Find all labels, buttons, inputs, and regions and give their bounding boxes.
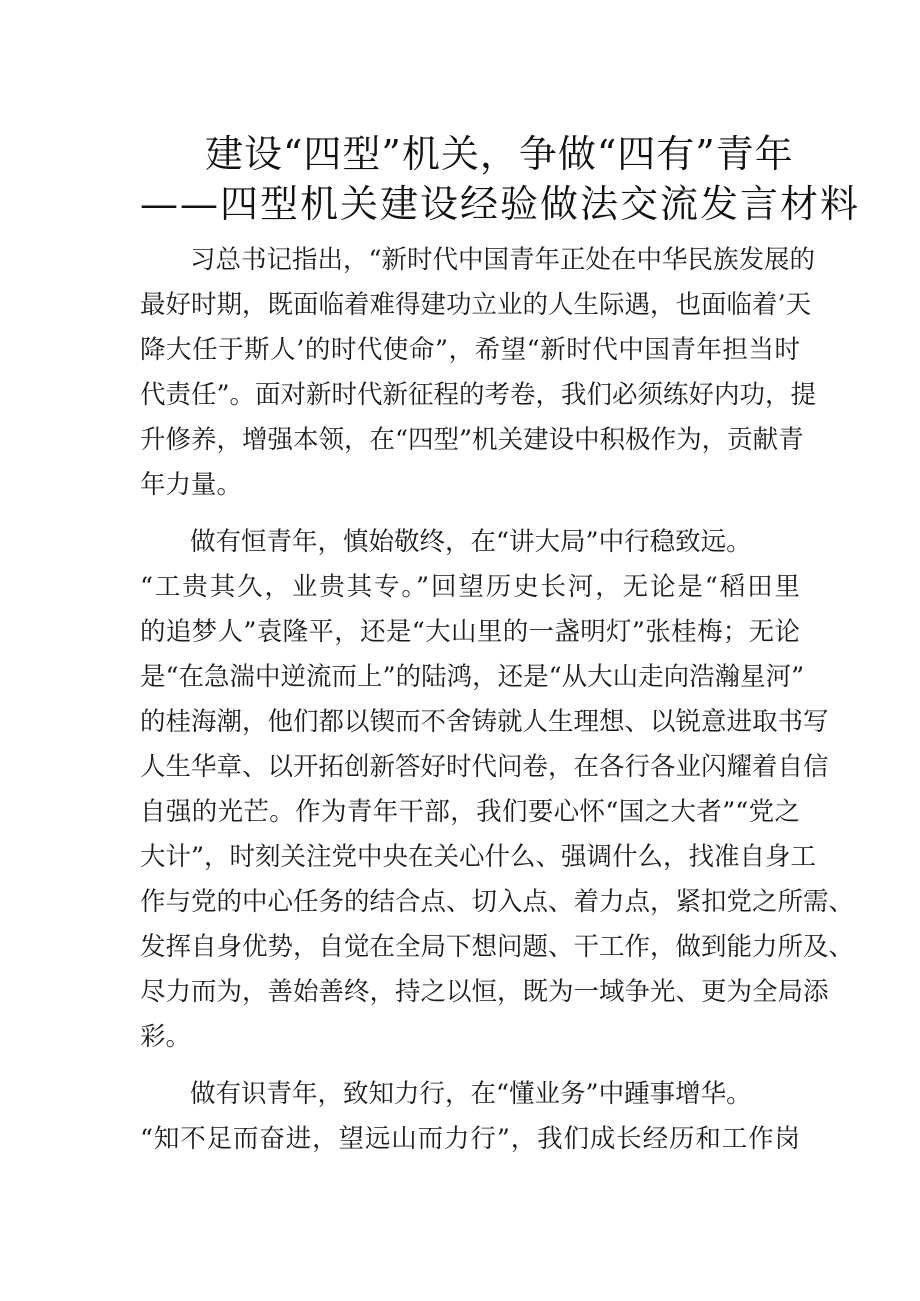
body-line: 尽力而为，善始善终，持之以恒，既为一域争光、更为全局添 — [140, 977, 829, 1007]
body-line: 升修养，增强本领，在“四型”机关建设中积极作为，贡献青 — [140, 425, 804, 455]
body-line: “知不足而奋进，望远山而力行”，我们成长经历和工作岗 — [140, 1124, 800, 1154]
body-line: 作与党的中心任务的结合点、切入点、着力点，紧扣党之所需、 — [140, 887, 855, 917]
body-line: 自强的光芒。作为青年干部，我们要心怀“国之大者”“党之 — [140, 797, 800, 827]
body-line: 人生华章、以开拓创新答好时代问卷，在各行各业闪耀着自信 — [140, 752, 829, 782]
section-heading: 做有识青年，致知力行，在“懂业务”中踵事增华。 — [190, 1079, 752, 1109]
body-line: 发挥自身优势，自觉在全局下想问题、干工作，做到能力所及、 — [140, 932, 855, 962]
body-line: 习总书记指出，“新时代中国青年正处在中华民族发展的 — [190, 245, 816, 275]
body-line: 的追梦人”袁隆平，还是“大山里的一盏明灯”张桂梅；无论 — [140, 617, 800, 647]
body-line: 的桂海潮，他们都以锲而不舍铸就人生理想、以锐意进取书写 — [140, 707, 829, 737]
section-heading: 做有恒青年，慎始敬终，在“讲大局”中行稳致远。 — [190, 527, 752, 557]
body-line: 最好时期，既面临着难得建功立业的人生际遇，也面临着’天 — [140, 290, 812, 320]
body-line: “工贵其久，业贵其专。”回望历史长河，无论是“稻田里 — [140, 572, 800, 602]
body-line: 代责任”。面对新时代新征程的考卷，我们必须练好内功，提 — [140, 380, 817, 410]
document-subtitle: ——四型机关建设经验做法交流发言材料 — [140, 182, 861, 226]
body-line: 大计”，时刻关注党中央在关心什么、强调什么，找准自身工 — [140, 842, 817, 872]
document-title: 建设“四型”机关，争做“四有”青年 — [205, 132, 794, 176]
body-line: 降大任于斯人’的时代使命”，希望“新时代中国青年担当时 — [140, 335, 800, 365]
body-line: 是“在急湍中逆流而上”的陆鸿，还是“从大山走向浩瀚星河” — [140, 662, 805, 692]
body-line: 彩。 — [140, 1022, 192, 1052]
body-line: 年力量。 — [140, 470, 243, 500]
